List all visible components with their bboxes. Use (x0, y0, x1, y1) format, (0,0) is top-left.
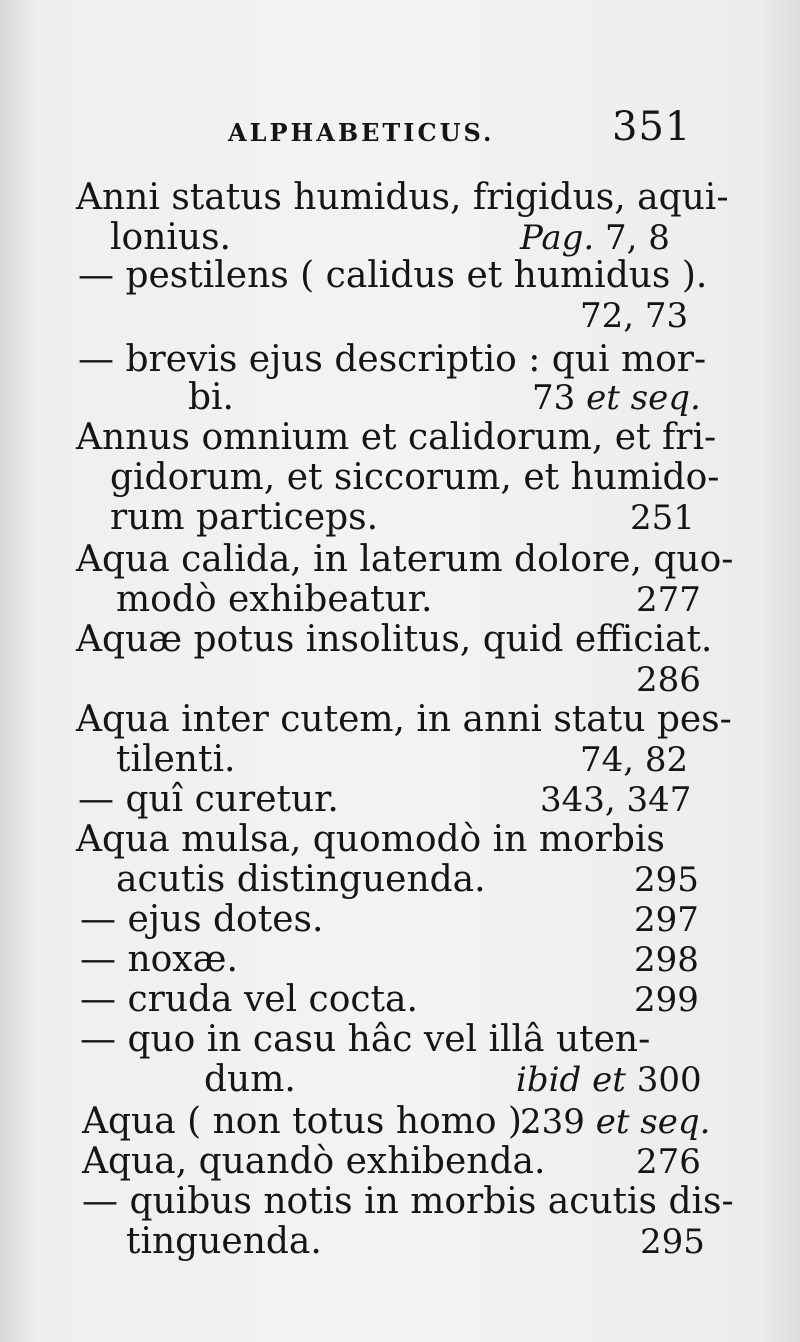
reference-suffix: et seq. (586, 378, 701, 418)
page-reference: 277 (636, 580, 701, 620)
reference-prefix: ibid (516, 1060, 582, 1100)
index-line: modò exhibeatur. (116, 579, 433, 620)
index-line: — ejus dotes. (80, 899, 324, 940)
index-line: — quibus notis in morbis acutis dis- (82, 1181, 734, 1222)
index-line: lonius. (110, 217, 231, 258)
page-reference: 72, 73 (580, 296, 689, 336)
reference-prefix: Pag. (520, 218, 595, 258)
page-reference: 251 (630, 498, 695, 538)
reference-pages: 7, 8 (605, 218, 670, 258)
index-line: Aqua calida, in laterum dolore, quo- (76, 539, 734, 580)
index-line: — cruda vel cocta. (80, 979, 418, 1020)
index-line: — quo in casu hâc vel illâ uten- (80, 1019, 651, 1060)
index-line: Anni status humidus, frigidus, aqui- (76, 177, 729, 218)
running-head: ALPHABETICUS. (228, 118, 495, 147)
index-line: gidorum, et siccorum, et humido- (110, 457, 720, 498)
page-number: 351 (612, 104, 692, 150)
index-line: — noxæ. (80, 939, 238, 980)
index-line: Aqua, quandò exhibenda. (82, 1141, 546, 1182)
index-line: Aqua ( non totus homo ). (82, 1101, 534, 1142)
index-line: tilenti. (116, 739, 236, 780)
page-reference (520, 1102, 710, 1142)
index-line: Annus omnium et calidorum, et fri- (76, 417, 717, 458)
reference-suffix: et seq. (595, 1102, 711, 1142)
page-reference (532, 378, 701, 418)
index-line: dum. (204, 1059, 296, 1100)
page-reference: 295 (640, 1222, 705, 1262)
page-reference: 295 (634, 860, 699, 900)
index-line: tinguenda. (126, 1221, 322, 1262)
page-reference: 297 (634, 900, 699, 940)
reference-pages: 300 (636, 1060, 702, 1100)
page-reference (520, 218, 670, 258)
index-line: Aqua mulsa, quomodò in morbis (76, 819, 665, 860)
reference-connector: et (592, 1060, 626, 1100)
index-line: — brevis ejus descriptio : qui mor- (78, 339, 707, 380)
page-reference: 276 (636, 1142, 701, 1182)
page-reference: 74, 82 (580, 740, 689, 780)
index-line: — quî curetur. (78, 779, 339, 820)
page-reference: 286 (636, 660, 701, 700)
index-line: acutis distinguenda. (116, 859, 486, 900)
index-line: Aqua inter cutem, in anni statu pes- (76, 699, 732, 740)
index-line: Aquæ potus insolitus, quid efficiat. (76, 619, 713, 660)
page-reference: 299 (634, 980, 699, 1020)
index-line: bi. (188, 377, 235, 418)
page-reference (516, 1060, 702, 1100)
page-reference: 343, 347 (540, 780, 692, 820)
reference-pages: 239 (520, 1102, 585, 1142)
reference-pages: 73 (532, 378, 576, 418)
page-reference: 298 (634, 940, 699, 980)
index-line: rum particeps. (110, 497, 379, 538)
index-line: — pestilens ( calidus et humidus ). (78, 255, 708, 296)
